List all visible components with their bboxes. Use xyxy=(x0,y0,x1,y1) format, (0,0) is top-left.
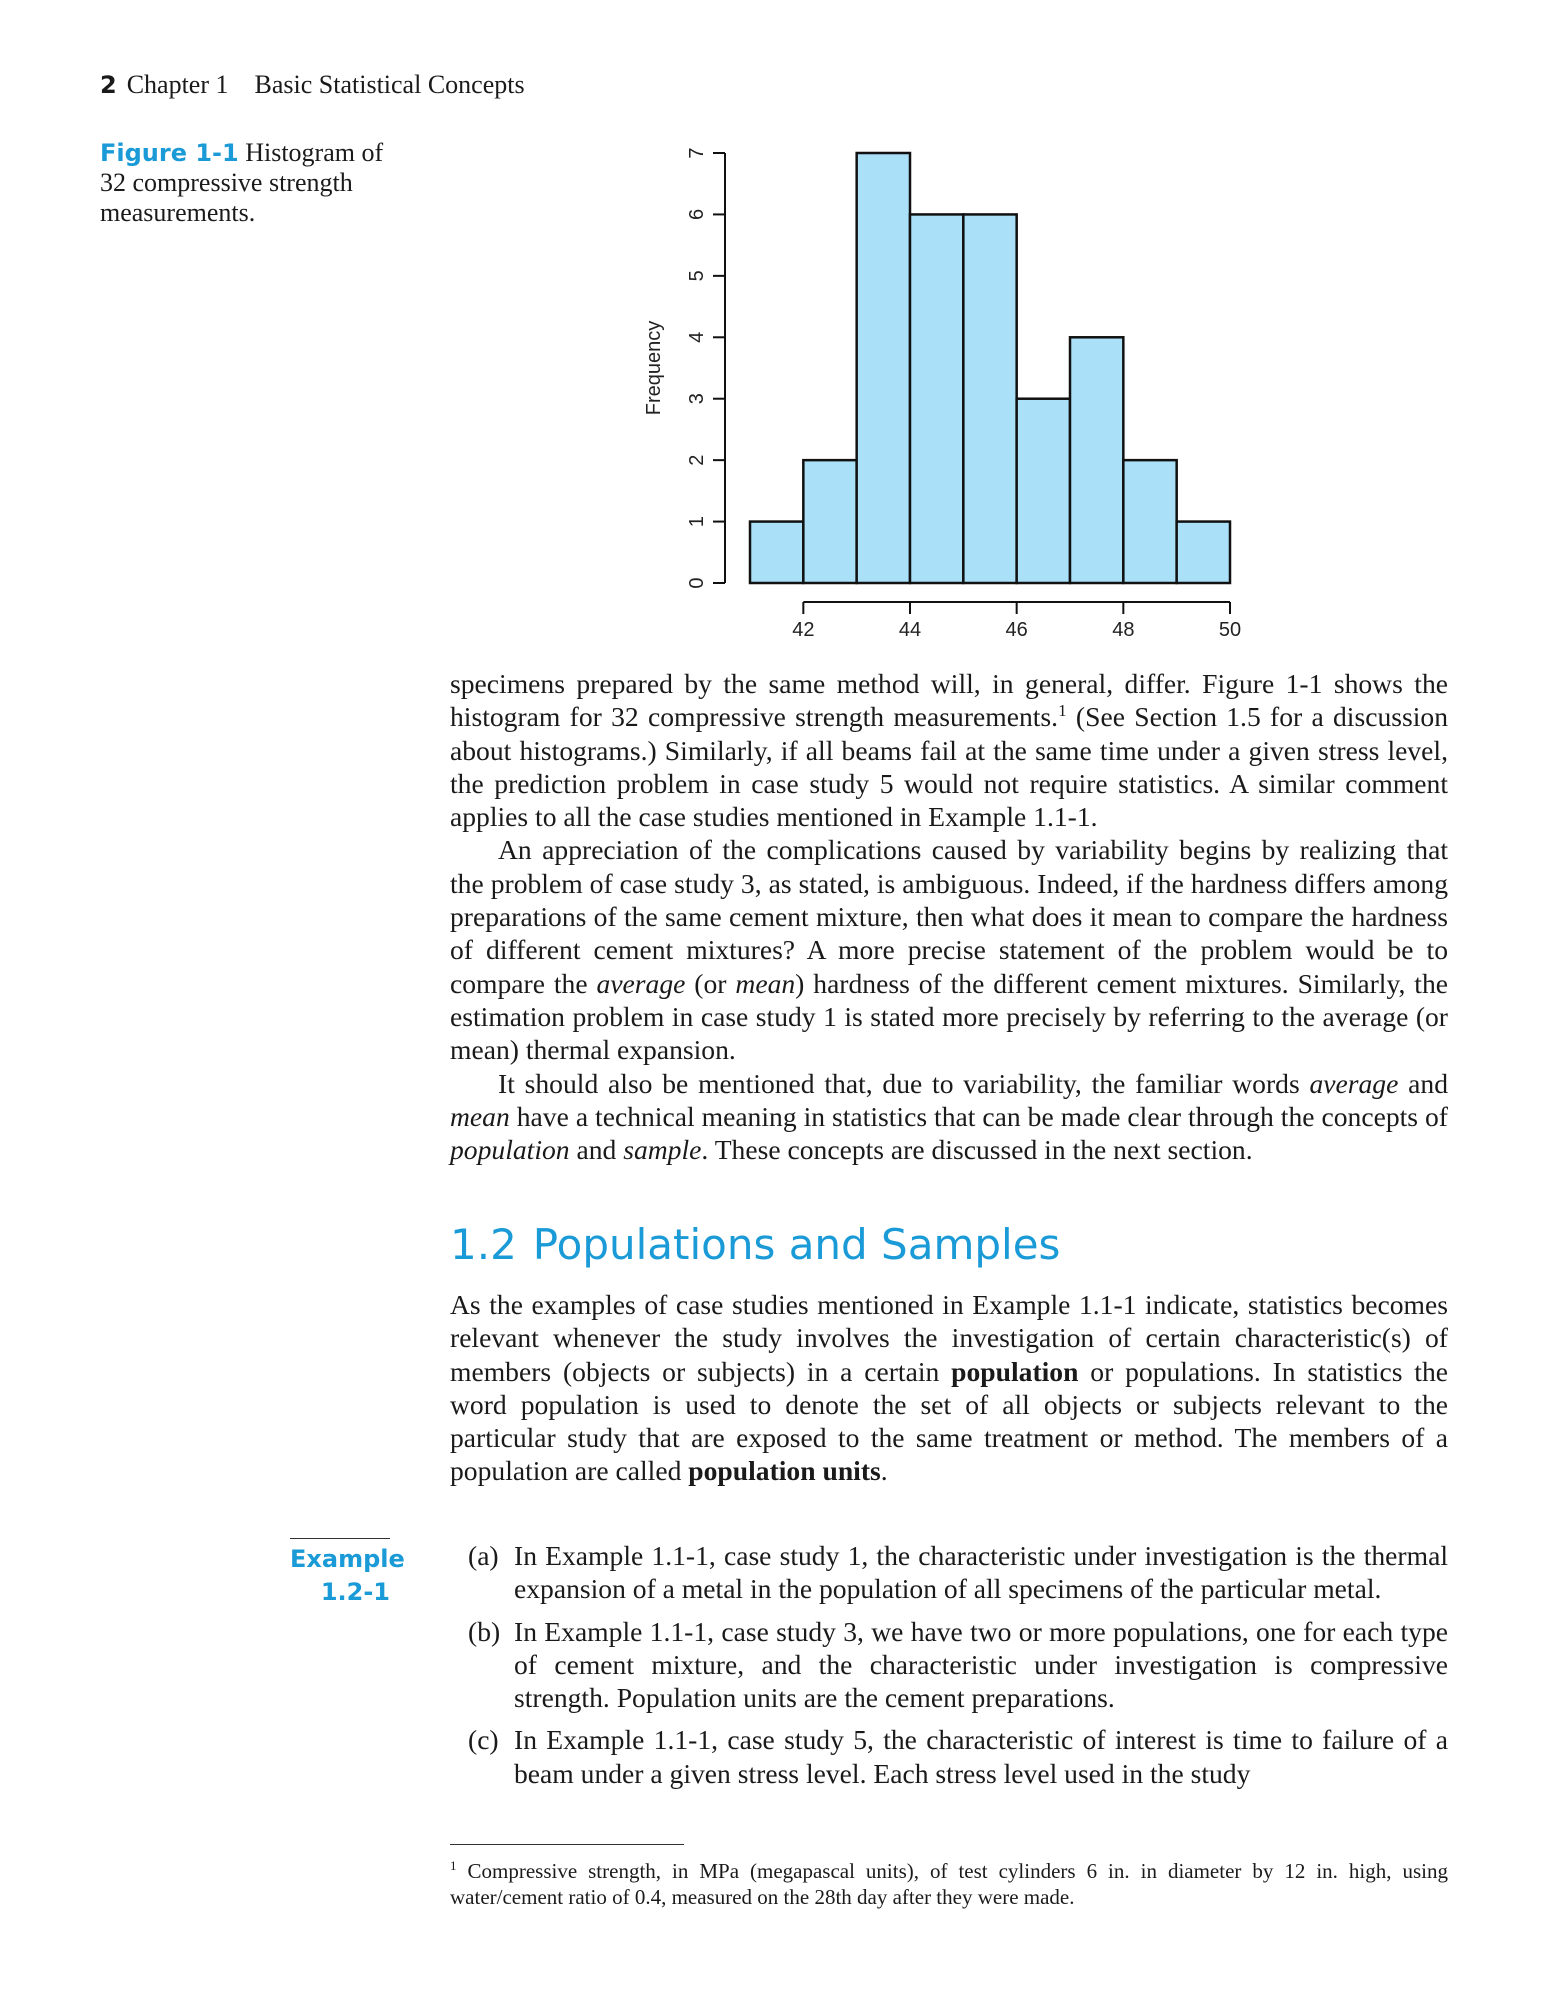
histogram-chart xyxy=(640,130,1260,650)
list-item: (c) In Example 1.1-1, case study 5, the characteristic of interest is time to failure of a beam under a given stress level. Each stress level used in the study xyxy=(468,1724,1448,1789)
histogram-bar xyxy=(750,522,803,583)
figure-caption-text: Histogram of 32 compressive strength measurements. xyxy=(100,138,384,227)
section-number: 1.2 xyxy=(450,1220,517,1269)
page-number: 2 xyxy=(100,71,117,99)
footnote xyxy=(450,1858,1448,1910)
x-tick-label: 42 xyxy=(792,619,815,641)
body-text xyxy=(450,667,1448,1166)
y-tick-label: 1 xyxy=(686,516,708,528)
y-axis-title: Frequency xyxy=(643,320,665,416)
histogram-bar xyxy=(803,460,856,583)
footnote-ref: 1 xyxy=(1058,701,1067,721)
histogram-bar xyxy=(1017,399,1070,583)
histogram-bar xyxy=(1070,337,1123,583)
y-tick-label: 6 xyxy=(686,208,708,220)
paragraph-3: It should also be mentioned that, due to variability, the familiar words average and mean have a technical meaning in statistics that can be made clear through the concepts of population and sample. These concepts are discussed in the next section. xyxy=(450,1067,1448,1166)
example-number: 1.2-1 xyxy=(320,1578,390,1606)
section-body xyxy=(450,1288,1448,1488)
example-label: Example 1.2-1 xyxy=(290,1538,390,1609)
footnote-marker: 1 xyxy=(450,1858,457,1873)
example-list xyxy=(450,1539,1448,1799)
y-tick-label: 0 xyxy=(686,577,708,589)
y-tick-label: 3 xyxy=(686,393,708,405)
running-head xyxy=(100,70,525,100)
x-tick-label: 46 xyxy=(1005,619,1028,641)
y-tick-label: 7 xyxy=(686,147,708,159)
y-tick-label: 4 xyxy=(686,331,708,343)
y-tick-label: 2 xyxy=(686,454,708,466)
paragraph-2: An appreciation of the complications caused by variability begins by realizing that the problem of case study 3, as stated, is ambiguous. Indeed, if the hardness differs among preparations of the same cement mixture, then what does it mean to compare the hardness of different cement mixtures? A more precise statement of the problem would be to compare the average (or mean) hardness of the different cement mixtures. Similarly, the estimation problem in case study 1 is stated more precisely by referring to the average (or mean) thermal expansion. xyxy=(450,834,1448,1066)
x-tick-label: 50 xyxy=(1218,619,1242,641)
histogram-bar xyxy=(1177,522,1230,583)
x-tick-label: 48 xyxy=(1112,619,1135,641)
histogram-bar xyxy=(963,214,1016,583)
paragraph-1: specimens prepared by the same method will, in general, differ. Figure 1-1 shows the histogram for 32 compressive strength measurements.$^1$ (See Section 1.5 for a discussion about histograms.) Similarly, if all beams fail at the same time under a given stress level, the prediction problem in case study 5 would not require statistics. A similar comment applies to all the case studies mentioned in Example 1.1-1. xyxy=(450,668,1448,833)
chapter-label: Chapter 1 xyxy=(126,70,229,99)
figure-caption xyxy=(100,138,400,228)
histogram-bar xyxy=(910,214,963,583)
section-title: Populations and Samples xyxy=(532,1220,1061,1269)
x-tick-label: 44 xyxy=(898,619,922,641)
section-heading xyxy=(450,1220,1060,1270)
figure-label: Figure 1-1 xyxy=(100,139,239,167)
list-item: (b) In Example 1.1-1, case study 3, we have two or more populations, one for each type of cement mixture, and the characteristic under investigation is compressive strength. Population units are the cement preparations. xyxy=(468,1615,1448,1714)
list-item: (a) In Example 1.1-1, case study 1, the characteristic under investigation is the thermal expansion of a metal in the population of all specimens of the particular metal. xyxy=(468,1540,1448,1605)
histogram-bar xyxy=(857,153,910,583)
histogram-bar xyxy=(1123,460,1176,583)
footnote-divider xyxy=(450,1844,684,1845)
section-paragraph: As the examples of case studies mentioned in Example 1.1-1 indicate, statistics becomes relevant whenever the study involves the investigation of certain characteristic(s) of members (objects or subjects) in a certain population or populations. In statistics the word population is used to denote the set of all objects or subjects relevant to the particular study that are exposed to the same treatment or method. The members of a population are called population units. xyxy=(450,1289,1448,1487)
chapter-title: Basic Statistical Concepts xyxy=(254,70,525,99)
footnote-text: Compressive strength, in MPa (megapascal units), of test cylinders 6 in. in diameter by 12 in. high, using water/cement ratio of 0.4, measured on the 28th day after they were made. xyxy=(450,1859,1448,1909)
y-tick-label: 5 xyxy=(686,270,708,282)
